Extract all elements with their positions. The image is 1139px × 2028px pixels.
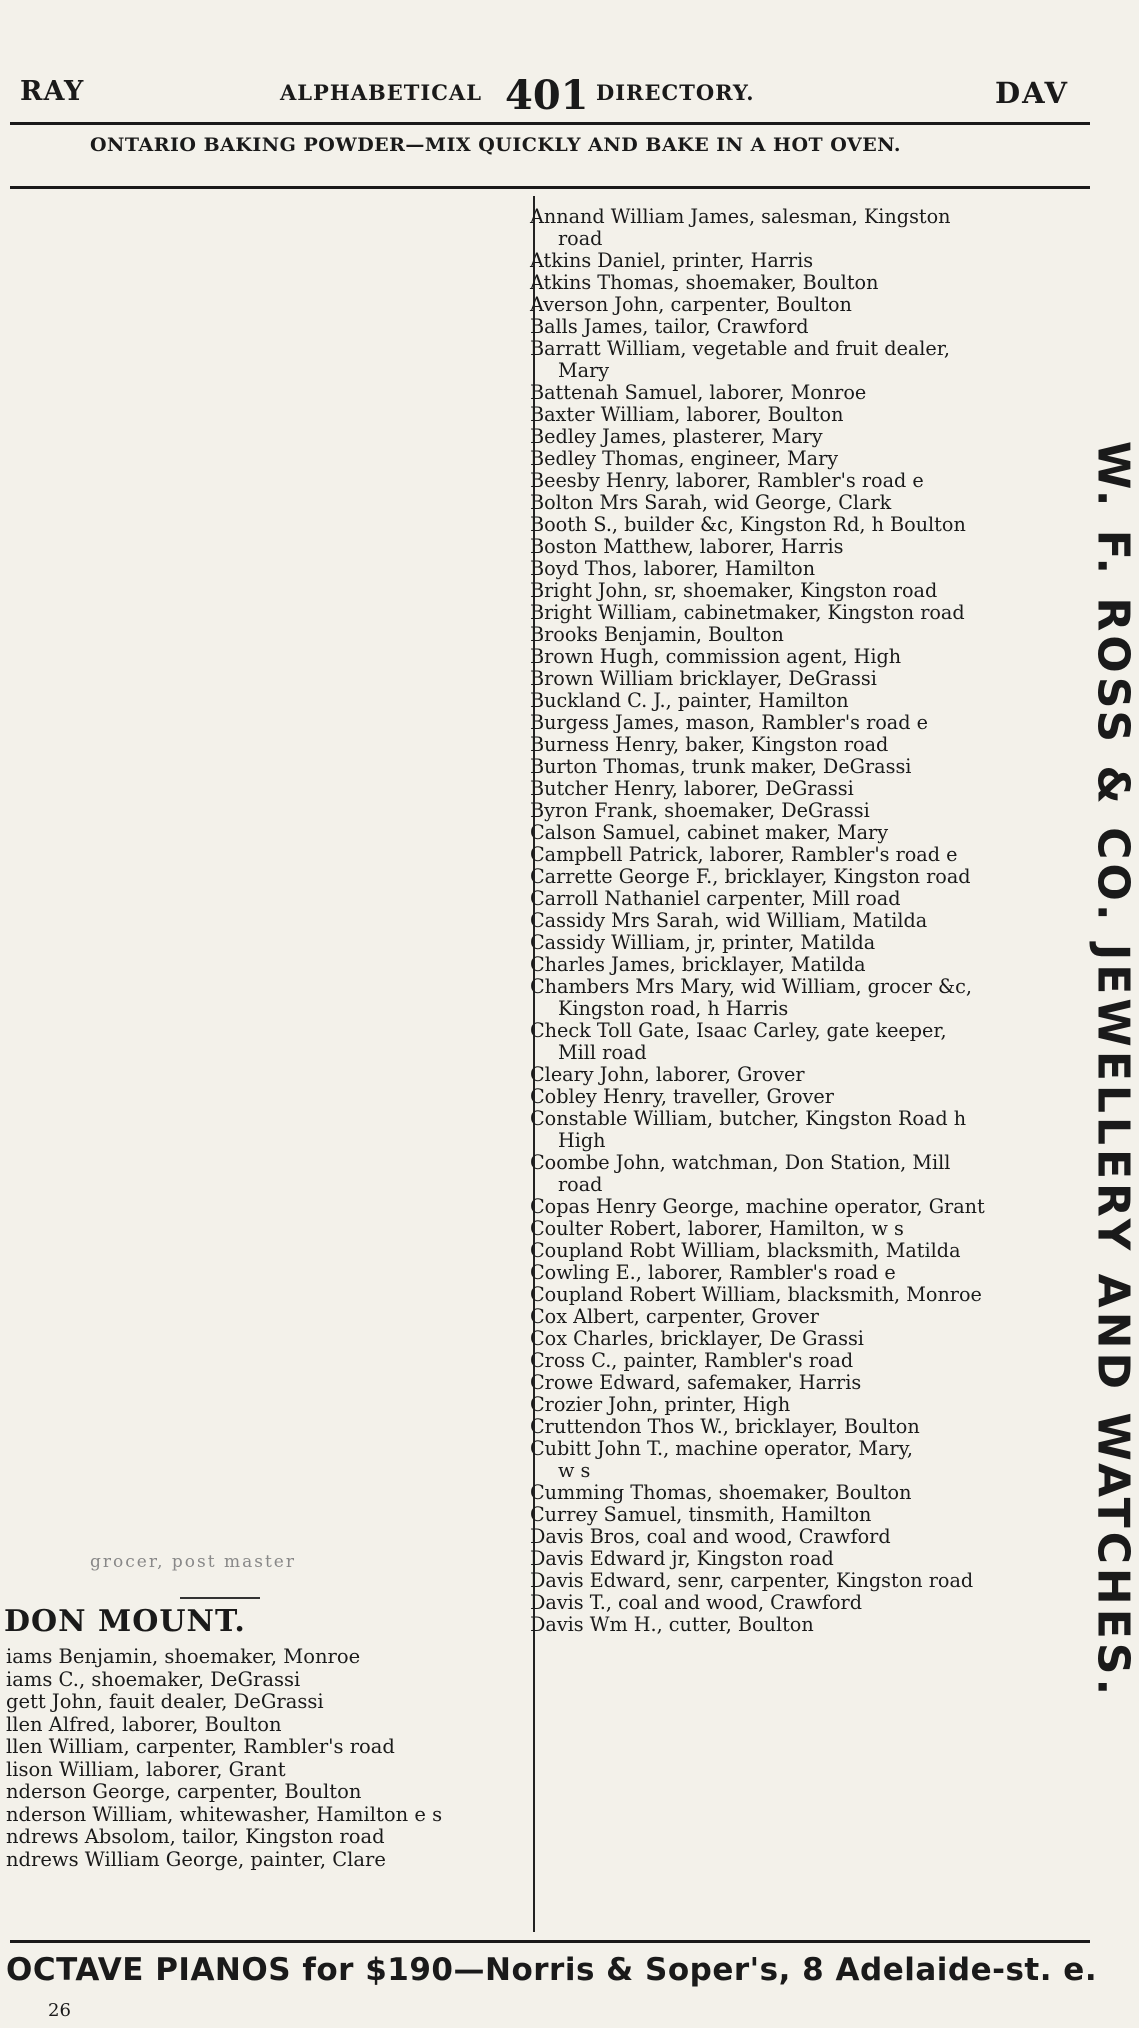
directory-entry: [530, 294, 1100, 316]
entry-line: Check Toll Gate, Isaac Carley, gate keeper,: [530, 1019, 947, 1042]
entry-line: Copas Henry George, machine operator, Grant: [530, 1195, 985, 1218]
directory-entry: [530, 910, 1100, 932]
directory-entry: [530, 954, 1100, 976]
directory-entry: [530, 602, 1100, 624]
entry-continuation: Kingston road, h Harris: [558, 997, 789, 1020]
entry-line: Atkins Daniel, printer, Harris: [530, 249, 814, 272]
left-column-listings: [6, 1646, 526, 1871]
entry-line: Annand William James, salesman, Kingston: [530, 205, 951, 228]
directory-entry: [530, 1152, 1100, 1196]
entry-line: Burgess James, mason, Rambler's road e: [530, 711, 928, 734]
directory-entry: [530, 1504, 1100, 1526]
entry-line: Carroll Nathaniel carpenter, Mill road: [530, 887, 901, 910]
entry-continuation: road: [558, 1173, 603, 1196]
entry-line: Davis Edward, senr, carpenter, Kingston road: [530, 1569, 974, 1592]
directory-entry: [530, 404, 1100, 426]
directory-entry: [530, 1196, 1100, 1218]
entry-line: Cumming Thomas, shoemaker, Boulton: [530, 1481, 912, 1504]
directory-entry: [530, 1284, 1100, 1306]
directory-entry: [530, 272, 1100, 294]
entry-line: Butcher Henry, laborer, DeGrassi: [530, 777, 854, 800]
banner-rule: [10, 186, 1090, 189]
entry-line: Balls James, tailor, Crawford: [530, 315, 809, 338]
directory-entry: [530, 580, 1100, 602]
directory-entry: [530, 426, 1100, 448]
directory-entry: [530, 1372, 1100, 1394]
directory-entry: [530, 1548, 1100, 1570]
entry-line: Brooks Benjamin, Boulton: [530, 623, 784, 646]
directory-entry: [530, 800, 1100, 822]
entry-line: Bright John, sr, shoemaker, Kingston road: [530, 579, 938, 602]
entry-line: Booth S., builder &c, Kingston Rd, h Boulton: [530, 513, 966, 536]
entry-line: Coupland Robert William, blacksmith, Monroe: [530, 1283, 982, 1306]
directory-entry: [530, 1394, 1100, 1416]
entry-line: Davis Bros, coal and wood, Crawford: [530, 1525, 891, 1548]
entry-line: Cowling E., laborer, Rambler's road e: [530, 1261, 896, 1284]
directory-entry: [530, 1086, 1100, 1108]
entry-line: Byron Frank, shoemaker, DeGrassi: [530, 799, 870, 822]
entry-continuation: Mary: [558, 359, 610, 382]
directory-entry: [530, 932, 1100, 954]
directory-entry: [530, 250, 1100, 272]
entry-line: Davis Wm H., cutter, Boulton: [530, 1613, 814, 1636]
directory-entry: [530, 1526, 1100, 1548]
directory-entry: [530, 558, 1100, 580]
directory-entry: [530, 1020, 1100, 1064]
entry-line: Coupland Robt William, blacksmith, Matilda: [530, 1239, 961, 1262]
directory-entry: [530, 382, 1100, 404]
entry-line: Coombe John, watchman, Don Station, Mill: [530, 1151, 951, 1174]
directory-entry: [530, 1570, 1100, 1592]
directory-entry: nderson William, whitewasher, Hamilton e s: [6, 1802, 443, 1826]
directory-entry: [530, 338, 1100, 382]
directory-entry: [530, 1592, 1100, 1614]
section-rule: [180, 1597, 260, 1599]
directory-entry: [530, 668, 1100, 690]
top-advertisement: ONTARIO BAKING POWDER—MIX QUICKLY AND BAKE IN A HOT OVEN.: [90, 134, 901, 156]
header-page-number: 401: [505, 72, 589, 119]
directory-entry: lison William, laborer, Grant: [6, 1757, 286, 1781]
entry-line: Cleary John, laborer, Grover: [530, 1063, 805, 1086]
entry-line: Davis Edward jr, Kingston road: [530, 1547, 834, 1570]
directory-entry: iams C., shoemaker, DeGrassi: [6, 1667, 301, 1691]
directory-entry: [530, 888, 1100, 910]
directory-entry: [530, 1416, 1100, 1438]
entry-line: Brown Hugh, commission agent, High: [530, 645, 902, 668]
directory-entry: [530, 1350, 1100, 1372]
entry-line: Battenah Samuel, laborer, Monroe: [530, 381, 867, 404]
directory-entry: [530, 470, 1100, 492]
directory-entry: ndrews Absolom, tailor, Kingston road: [6, 1825, 385, 1848]
entry-line: Constable William, butcher, Kingston Road h: [530, 1107, 967, 1130]
entry-line: Bedley Thomas, engineer, Mary: [530, 447, 839, 470]
entry-line: Baxter William, laborer, Boulton: [530, 403, 844, 426]
directory-entry: [530, 822, 1100, 844]
entry-line: Davis T., coal and wood, Crawford: [530, 1591, 863, 1614]
entry-line: Cox Charles, bricklayer, De Grassi: [530, 1327, 864, 1350]
entry-line: Calson Samuel, cabinet maker, Mary: [530, 821, 889, 844]
directory-entry: [530, 690, 1100, 712]
header-directory: DIRECTORY.: [596, 80, 755, 105]
footer-rule: [10, 1940, 1090, 1943]
header-left-keyword: RAY: [20, 76, 85, 107]
page-signature: 26: [48, 2000, 71, 2021]
directory-entry: [530, 646, 1100, 668]
entry-line: Cubitt John T., machine operator, Mary,: [530, 1437, 913, 1460]
header-alphabetical: ALPHABETICAL: [280, 80, 482, 105]
entry-line: Bedley James, plasterer, Mary: [530, 425, 823, 448]
entry-line: Coulter Robert, laborer, Hamilton, w s: [530, 1217, 904, 1240]
directory-entry: [530, 1262, 1100, 1284]
section-heading: DON MOUNT.: [4, 1604, 246, 1639]
directory-entry: gett John, fauit dealer, DeGrassi: [6, 1690, 324, 1713]
directory-entry: [530, 536, 1100, 558]
entry-continuation: Mill road: [558, 1041, 647, 1064]
bottom-advertisement: OCTAVE PIANOS for $190—Norris & Soper's, 8 Adelaide-st. e.: [6, 1952, 1098, 1988]
directory-entry: [530, 976, 1100, 1020]
entry-line: Crozier John, printer, High: [530, 1393, 791, 1416]
directory-entry: [530, 778, 1100, 800]
entry-line: Barratt William, vegetable and fruit dealer,: [530, 337, 950, 360]
entry-line: Chambers Mrs Mary, wid William, grocer &c,: [530, 975, 972, 998]
side-advertisement-text: W. F. ROSS & CO. JEWELLERY AND WATCHES.: [1087, 440, 1139, 1699]
side-advertisement: [1087, 197, 1139, 1942]
entry-line: Cross C., painter, Rambler's road: [530, 1349, 854, 1372]
directory-entry: [530, 316, 1100, 338]
entry-continuation: High: [558, 1129, 606, 1152]
directory-entry: [530, 1240, 1100, 1262]
entry-continuation: road: [558, 227, 603, 250]
directory-entry: [530, 1218, 1100, 1240]
entry-line: Atkins Thomas, shoemaker, Boulton: [530, 271, 879, 294]
entry-line: Cruttendon Thos W., bricklayer, Boulton: [530, 1415, 920, 1438]
entry-line: Cassidy Mrs Sarah, wid William, Matilda: [530, 909, 928, 932]
directory-entry: [530, 712, 1100, 734]
directory-entry: [530, 844, 1100, 866]
entry-line: Bright William, cabinetmaker, Kingston road: [530, 601, 965, 624]
entry-line: Campbell Patrick, laborer, Rambler's road e: [530, 843, 958, 866]
directory-entry: llen Alfred, laborer, Boulton: [6, 1712, 282, 1736]
directory-entry: [530, 624, 1100, 646]
directory-entry: [530, 448, 1100, 470]
directory-entry: [530, 1614, 1100, 1636]
directory-entry: [530, 1306, 1100, 1328]
header-rule: [10, 122, 1090, 125]
directory-entry: [530, 492, 1100, 514]
header-right-keyword: DAV: [995, 76, 1070, 110]
entry-line: Crowe Edward, safemaker, Harris: [530, 1371, 862, 1394]
directory-entry: nderson George, carpenter, Boulton: [6, 1780, 362, 1803]
directory-entry: iams Benjamin, shoemaker, Monroe: [6, 1645, 361, 1668]
right-column-listings: [530, 206, 1100, 1636]
entry-line: Brown William bricklayer, DeGrassi: [530, 667, 877, 690]
left-faint-line: grocer, post master: [90, 1552, 296, 1572]
directory-entry: [530, 734, 1100, 756]
entry-line: Cobley Henry, traveller, Grover: [530, 1085, 834, 1108]
entry-line: Burness Henry, baker, Kingston road: [530, 733, 889, 756]
directory-entry: [530, 1064, 1100, 1086]
directory-entry: [530, 1482, 1100, 1504]
entry-line: Cassidy William, jr, printer, Matilda: [530, 931, 876, 954]
entry-line: Boyd Thos, laborer, Hamilton: [530, 557, 816, 580]
directory-entry: [530, 1328, 1100, 1350]
entry-line: Buckland C. J., painter, Hamilton: [530, 689, 849, 712]
entry-line: Bolton Mrs Sarah, wid George, Clark: [530, 491, 892, 514]
directory-entry: [530, 866, 1100, 888]
directory-entry: [530, 1438, 1100, 1482]
directory-entry: ndrews William George, painter, Clare: [6, 1847, 386, 1871]
entry-line: Charles James, bricklayer, Matilda: [530, 953, 866, 976]
entry-line: Cox Albert, carpenter, Grover: [530, 1305, 819, 1328]
directory-entry: [530, 756, 1100, 778]
directory-entry: [530, 206, 1100, 250]
entry-line: Beesby Henry, laborer, Rambler's road e: [530, 469, 924, 492]
directory-entry: [530, 1108, 1100, 1152]
entry-line: Carrette George F., bricklayer, Kingston road: [530, 865, 971, 888]
entry-continuation: w s: [558, 1459, 591, 1482]
directory-entry: [530, 514, 1100, 536]
entry-line: Boston Matthew, laborer, Harris: [530, 535, 844, 558]
entry-line: Burton Thomas, trunk maker, DeGrassi: [530, 755, 912, 778]
entry-line: Currey Samuel, tinsmith, Hamilton: [530, 1503, 872, 1526]
entry-line: Averson John, carpenter, Boulton: [530, 293, 852, 316]
directory-entry: llen William, carpenter, Rambler's road: [6, 1735, 395, 1758]
